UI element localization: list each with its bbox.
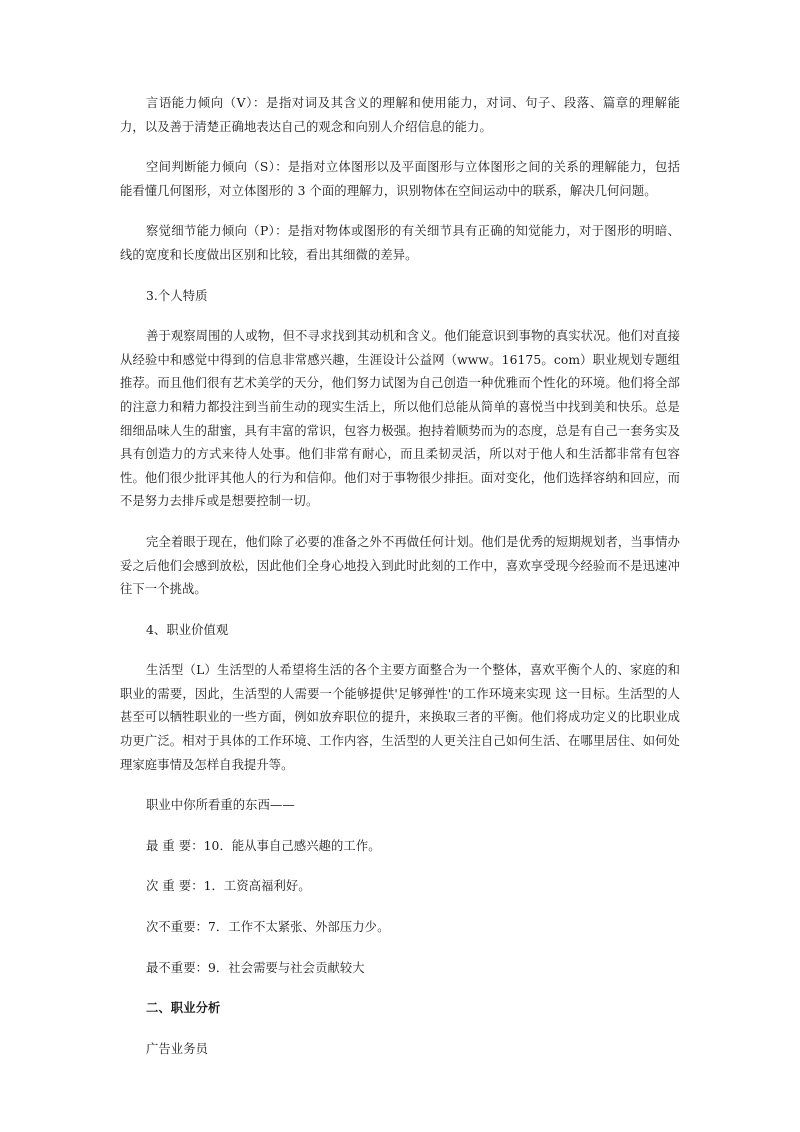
section-heading-career-analysis: 二、职业分析	[146, 1001, 221, 1016]
section-heading-personal-traits: 3.个人特质	[146, 288, 208, 303]
paragraph-spatial-aptitude: 空间判断能力倾向（S）：是指对立体图形以及平面图形与立体图形之间的关系的理解能力，包括能看懂几何图形，对立体图形的 3 个面的理解力，识别物体在空间运动中的联系，解决几何问题。	[120, 160, 680, 198]
value-least-important: 最不重要：9．社会需要与社会贡献较大	[146, 960, 365, 975]
value-less-important: 次不重要：7．工作不太紧张、外部压力少。	[146, 920, 390, 935]
job-title-ad-salesperson: 广告业务员	[146, 1041, 208, 1056]
paragraph-lifestyle-type: 生活型（L）生活型的人希望将生活的各个主要方面整合为一个整体，喜欢平衡个人的、家庭的和职业的需要，因此，生活型的人需要一个能够提供'足够弹性'的工作环境来实现 这一目标。生活型的人甚至可以牺牲职业的一些方面，例如放弃职位的提升，来换取三者的平衡。他们将成功定义的比职业成功更广泛。相对于具体的工作环境、工作内容，生活型的人更关注自己如何生活、在哪里居住、如何处理家庭事情及怎样自我提升等。	[120, 663, 680, 772]
value-second-important: 次 重 要：1．工资高福利好。	[146, 879, 311, 894]
paragraph-traits-present: 完全着眼于现在，他们除了必要的准备之外不再做任何计划。他们是优秀的短期规划者，当事情办妥之后他们会感到放松，因此他们全身心地投入到此时此刻的工作中，喜欢享受现今经验而不是迅速冲往下一个挑战。	[120, 534, 680, 597]
paragraph-perception-aptitude: 察觉细节能力倾向（P）：是指对物体或图形的有关细节具有正确的知觉能力，对于图形的明暗、线的宽度和长度做出区别和比较，看出其细微的差异。	[120, 224, 680, 262]
document-body	[120, 92, 680, 1078]
values-list-heading: 职业中你所看重的东西——	[146, 798, 295, 813]
value-most-important: 最 重 要：10．能从事自己感兴趣的工作。	[146, 838, 381, 853]
paragraph-traits-observation: 善于观察周围的人或物，但不寻求找到其动机和含义。他们能意识到事物的真实状况。他们对直接从经验中和感觉中得到的信息非常感兴趣，生涯设计公益网（www。16175。com）职业规划专题组推荐。而且他们很有艺术美学的天分，他们努力试图为自己创造一种优雅而个性化的环境。他们将全部的注意力和精力都投注到当前生动的现实生活上，所以他们总能从简单的喜悦当中找到美和快乐。总是细细品味人生的甜蜜，具有丰富的常识，包容力极强。抱持着顺势而为的态度，总是有自己一套务实及具有创造力的方式来待人处事。他们非常有耐心，而且柔韧灵活，所以对于他人和生活都非常有包容性。他们很少批评其他人的行为和信仰。他们对于事物很少排拒。面对变化，他们选择容纳和回应，而不是努力去排斥或是想要控制一切。	[120, 329, 680, 509]
paragraph-verbal-aptitude: 言语能力倾向（V）：是指对词及其含义的理解和使用能力，对词、句子、段落、篇章的理解能力，以及善于清楚正确地表达自己的观念和向别人介绍信息的能力。	[120, 96, 680, 134]
section-heading-career-values: 4、职业价值观	[146, 622, 229, 637]
